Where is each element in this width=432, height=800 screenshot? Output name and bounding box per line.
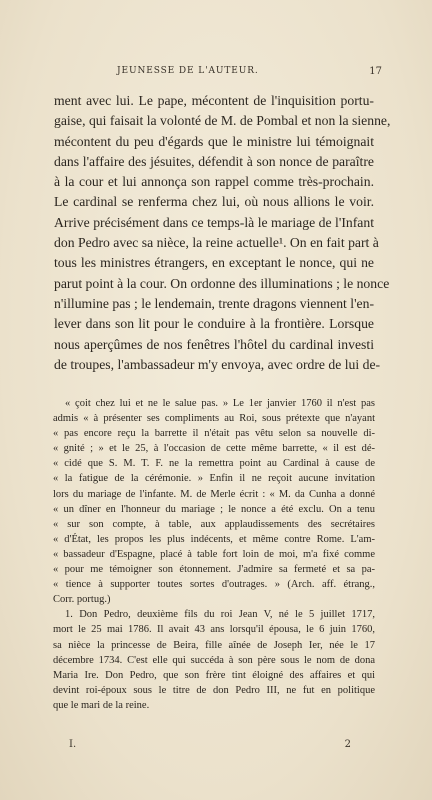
footnote-line: « pas encore reçu la barrette il n'était pas vêtu selon sa nouvelle di- (53, 428, 375, 440)
footnote-line: décembre 1734. C'est elle qui succéda à son père sous le nom de dona (53, 654, 375, 666)
text-line: de troupes, l'ambassadeur m'y envoya, avec ordre de lui de- (54, 356, 381, 372)
footnote-line: Corr. portug.) (53, 594, 111, 606)
text-line: gaise, qui faisait la volonté de M. de Pombal et non la sienne, (54, 113, 391, 129)
footnote-line: « cidé que S. M. T. F. ne la remettra point au Cardinal à cause de (53, 458, 375, 470)
footnote-line: « sur son compte, à table, aux applaudissements des secrétaires (53, 518, 375, 530)
text-line: à la cour et lui annonça son rappel comme très-prochain. (54, 174, 374, 190)
footnotes (53, 396, 375, 713)
text-line: mécontent du peu d'égards que le ministre lui témoignait (54, 133, 374, 149)
footnote-line: mort le 25 mai 1786. Il avait 43 ans lorsqu'il épousa, le 6 juin 1760, (53, 624, 375, 636)
footnote-line: « tience à supporter toutes sortes d'outrages. » (Arch. aff. étrang., (53, 579, 375, 591)
text-line: Arrive précisément dans ce temps-là le mariage de l'Infant (54, 214, 374, 230)
text-line: lever dans son lit pour le conduire à la frontière. Lorsque (54, 316, 374, 332)
footnote-line: Maria Ire. Don Pedro, que son frère tint éloigné des affaires et qui (53, 669, 375, 681)
page-header (117, 66, 382, 80)
text-line: parut point à la cour. On ordonne des illuminations ; le nonce (54, 275, 390, 291)
footnote-line: « d'État, les propos les plus indécents, et même contre Rome. L'am- (53, 533, 375, 545)
footnote-line: 1. Don Pedro, deuxième fils du roi Jean V, né le 5 juillet 1717, (65, 609, 375, 621)
text-line: tous les ministres étrangers, en exceptant le nonce, qui ne (54, 255, 374, 271)
footnote-line: « pour me témoigner son étonnement. J'admire sa fermeté et sa pa- (53, 564, 375, 576)
footnote-line: « un dîner en l'honneur du mariage ; le nonce a été exclu. On a tenu (53, 503, 375, 515)
footnote-line: « çoit chez lui et ne le salue pas. » Le 1er janvier 1760 il n'est pas (65, 398, 375, 409)
footnote-line: que le mari de la reine. (53, 699, 150, 711)
page-footer (69, 739, 351, 753)
footnote-line: « gnité ; » et le 25, à l'occasion de cette même barrette, « il est dé- (53, 443, 375, 455)
footnote-line: admis « à présenter ses compliments au Roi, sous prétexte que n'ayant (53, 413, 375, 425)
footnote-line: sa nièce la princesse de Beira, fille aînée de Joseph Ier, née le 17 (53, 639, 375, 651)
text-line: Le cardinal se renferma chez lui, où nous allions le voir. (54, 194, 374, 210)
signature-mark-left: I. (69, 739, 77, 750)
footnote-line: devint roi-époux sous le titre de don Pedro III, ne fut en politique (53, 684, 375, 696)
footnote-line: lors du mariage de l'infante. M. de Merle écrit : « M. da Cunha a donné (53, 488, 375, 500)
text-line: ment avec lui. Le pape, mécontent de l'inquisition portu- (54, 93, 374, 108)
text-line: nous aperçûmes de nos fenêtres l'hôtel du cardinal investi (54, 336, 374, 352)
footnote-line: « la fatigue de la cérémonie. » Enfin il ne reçoit aucune invitation (53, 473, 375, 485)
text-line: don Pedro avec sa nièce, la reine actuelle¹. On en fait part à (54, 235, 379, 251)
running-head: JEUNESSE DE L'AUTEUR. (117, 66, 259, 76)
main-text (54, 91, 391, 375)
footnote-line: « bassadeur d'Espagne, placé à table fort loin de moi, m'a fixé comme (53, 548, 375, 560)
page-number: 17 (369, 66, 382, 77)
text-line: dans l'affaire des jésuites, défendit à son nonce de paraître (54, 153, 374, 169)
signature-mark-right: 2 (344, 739, 351, 750)
text-line: n'illumine pas ; le lendemain, trente dragons viennent l'en- (54, 295, 375, 311)
